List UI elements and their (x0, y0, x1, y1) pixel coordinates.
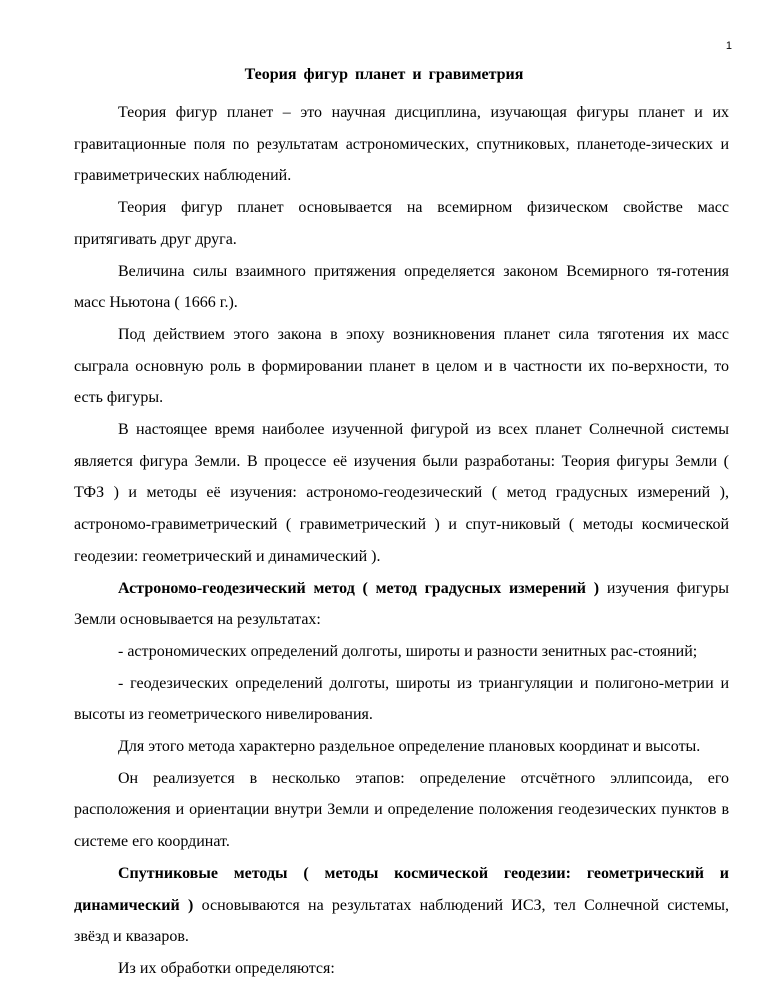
paragraph-method-feature (74, 731, 729, 763)
paragraph-newton-law (74, 256, 729, 319)
paragraph-heading: Астрономо-геодезический метод ( метод градусных измерений ) (118, 579, 600, 597)
paragraph-heading: Спутниковые методы ( методы космической геодезии: геометрический и динамический ) (74, 864, 729, 914)
paragraph-method-stages (74, 763, 729, 858)
paragraph-earth-figure (74, 414, 729, 573)
paragraph-text: В настоящее время наиболее изученной фигурой из всех планет Солнечной системы является фигура Земли. В процессе её изучения были разработаны: Теория фигуры Земли ( ТФЗ ) и методы её изучения: астрономо-геодезический ( метод градусных измерений ), астрономо-гравиметрический ( гравиметрический ) и спут-никовый ( методы космической геодезии: геометрический и динамический ). (74, 421, 729, 565)
paragraph-definition (74, 97, 729, 192)
paragraph-basis (74, 192, 729, 255)
paragraph-satellite-methods (74, 858, 729, 953)
paragraph-text: Он реализуется в несколько этапов: определение отсчётного эллипсоида, его расположения и ориентации внутри Земли и определение положения геодезических пунктов в системе его координат. (74, 769, 729, 851)
paragraph-astro-geodetic-method (74, 573, 729, 636)
paragraph-planet-formation (74, 319, 729, 414)
document-title: Теория фигур планет и гравиметрия (244, 66, 524, 83)
list-item-astronomical (74, 636, 729, 668)
paragraph-text: - астрономических определений долготы, широты и разности зенитных рас-стояний; (118, 642, 698, 660)
paragraph-text: Теория фигур планет – это научная дисциплина, изучающая фигуры планет и их гравитационные поля по результатам астрономических, спутниковых, планетоде-зических и гравиметрических наблюдений. (74, 104, 729, 185)
list-item-geodetic (74, 668, 729, 731)
paragraph-text: Величина силы взаимного притяжения определяется законом Всемирного тя-готения масс Ньютона ( 1666 г.). (74, 262, 729, 312)
paragraph-text: изучения фигуры Земли основывается на результатах: (74, 579, 729, 629)
paragraph-text: Для этого метода характерно раздельное определение плановых координат и высоты. (118, 738, 701, 756)
paragraph-text: Теория фигур планет основывается на всемирном физическом свойстве масс притягивать друг друга. (74, 199, 729, 248)
paragraph-text: Из их обработки определяются: (118, 959, 335, 977)
paragraph-results-intro (74, 953, 729, 985)
paragraph-text: Под действием этого закона в эпоху возникновения планет сила тяготения их масс сыграла основную роль в формировании планет в целом и в частности их по-верхности, то есть фигуры. (74, 325, 729, 407)
page-number: 1 (725, 40, 732, 52)
document-body (74, 97, 729, 985)
paragraph-text: основываются на результатах наблюдений ИСЗ, тел Солнечной системы, звёзд и квазаров. (74, 896, 729, 946)
paragraph-text: - геодезических определений долготы, широты из триангуляции и полигоно-метрии и высоты из геометрического нивелирования. (74, 674, 729, 724)
